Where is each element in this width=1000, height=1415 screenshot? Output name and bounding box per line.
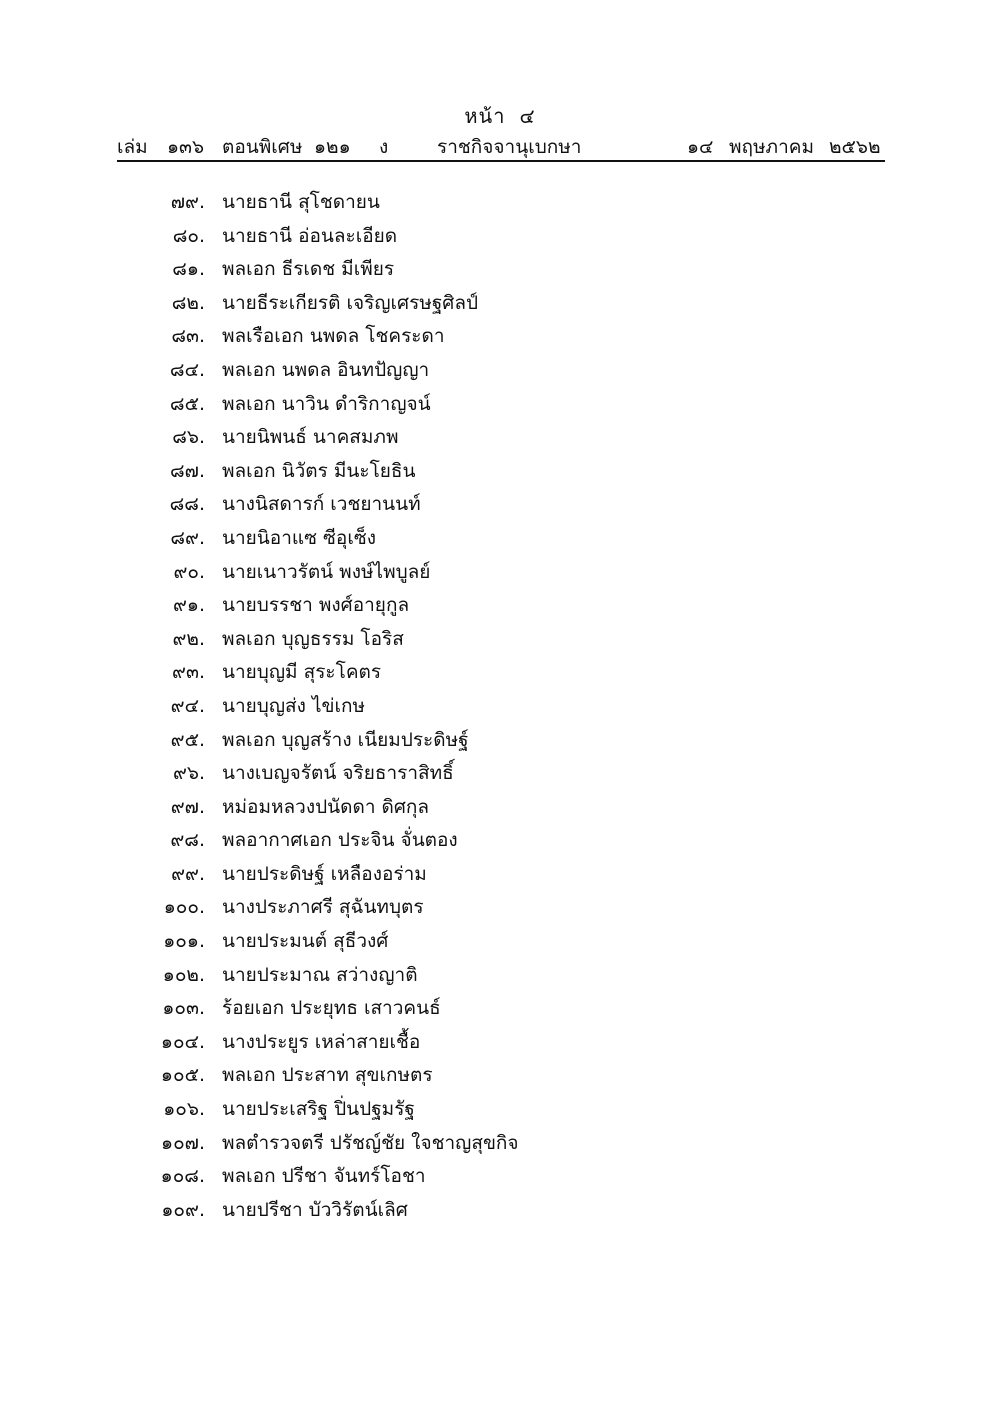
item-number: ๑๐๘. (160, 1165, 205, 1188)
item-number: ๙๓. (172, 661, 205, 684)
list-item (0, 220, 1000, 254)
list-item (0, 320, 1000, 354)
person-name: พลเอก นพดล อินทปัญญา (222, 358, 430, 381)
list-item (0, 858, 1000, 892)
item-number: ๘๒. (171, 291, 205, 314)
person-name: พลเอก ธีรเดช มีเพียร (222, 258, 395, 281)
item-number: ๑๐๗. (161, 1131, 205, 1154)
item-number: ๑๐๖. (163, 1098, 205, 1121)
item-number: ๙๔. (170, 694, 205, 717)
list-item (0, 287, 1000, 321)
list-item (0, 522, 1000, 556)
volume-number: ๑๓๖ (167, 136, 205, 158)
person-name: พลอากาศเอก ประจิน จั่นตอง (222, 829, 458, 852)
list-item (0, 186, 1000, 220)
person-name: นายบุญส่ง ไข่เกษ (222, 694, 366, 717)
person-name: นางประยูร เหล่าสายเชื้อ (222, 1030, 421, 1053)
item-number: ๘๖. (172, 426, 205, 449)
list-item (0, 724, 1000, 758)
item-number: ๙๙. (171, 862, 205, 885)
person-name: นายเนาวรัตน์ พงษ์ไพบูลย์ (222, 560, 431, 583)
person-name: นายปรีชา บัววิรัตน์เลิศ (222, 1198, 408, 1221)
item-number: ๙๖. (172, 762, 205, 785)
person-name: นายนิพนธ์ นาคสมภพ (222, 426, 399, 449)
person-name: นางนิสดารก์ เวชยานนท์ (222, 493, 421, 516)
volume-label: เล่ม (117, 136, 148, 158)
person-name: นายประมนต์ สุธีวงศ์ (222, 930, 389, 953)
list-item (0, 1194, 1000, 1228)
person-name: นายประดิษฐ์ เหลืองอร่าม (222, 862, 427, 885)
list-item (0, 1026, 1000, 1060)
gazette-header (117, 132, 885, 162)
section-letter: ง (379, 136, 389, 158)
date-month: พฤษภาคม (729, 136, 814, 158)
list-item (0, 992, 1000, 1026)
person-name: นายธานี สุโชดายน (222, 191, 380, 213)
item-number: ๙๗. (170, 795, 205, 818)
list-item (0, 891, 1000, 925)
list-item (0, 388, 1000, 422)
item-number: ๘๐. (172, 224, 205, 247)
item-number: ๘๗. (170, 459, 205, 482)
person-name: พลเรือเอก นพดล โชคระดา (222, 325, 445, 348)
page-number-value: ๔ (519, 104, 536, 128)
item-number: ๑๐๐. (163, 896, 205, 919)
list-item (0, 354, 1000, 388)
list-item (0, 253, 1000, 287)
item-number: ๑๐๙. (161, 1198, 205, 1221)
item-number: ๑๐๕. (160, 1064, 205, 1087)
list-item (0, 791, 1000, 825)
person-name: พลเอก นาวิน ดำริกาญจน์ (222, 392, 431, 415)
item-number: ๘๘. (169, 493, 205, 516)
person-name: นางประภาศรี สุฉันทบุตร (222, 896, 424, 919)
person-name: หม่อมหลวงปนัดดา ดิศกุล (222, 795, 430, 818)
item-number: ๙๘. (170, 829, 205, 852)
item-number: ๑๐๒. (162, 963, 205, 986)
item-number: ๘๓. (171, 325, 205, 348)
person-name: นางเบญจรัตน์ จริยธาราสิทธิ์ (222, 762, 454, 785)
list-item (0, 925, 1000, 959)
item-number: ๘๔. (169, 358, 205, 381)
list-item (0, 589, 1000, 623)
list-item (0, 623, 1000, 657)
issue-label: ตอนพิเศษ (222, 136, 303, 158)
page-number (0, 100, 1000, 132)
person-name: นายธานี อ่อนละเอียด (222, 224, 398, 247)
person-name: นายบุญมี สุระโคตร (222, 661, 382, 684)
list-item (0, 1160, 1000, 1194)
item-number: ๙๒. (172, 627, 205, 650)
item-number: ๑๐๔. (160, 1030, 205, 1053)
item-number: ๙๕. (170, 728, 205, 751)
item-number: ๑๐๓. (162, 997, 205, 1020)
list-item (0, 824, 1000, 858)
person-name: พลเอก นิวัตร มีนะโยธิน (222, 459, 416, 482)
issue-number: ๑๒๑ (314, 136, 351, 158)
list-item (0, 556, 1000, 590)
item-number: ๑๐๑. (163, 930, 205, 953)
person-name: นายนิอาแซ ซีอุเซ็ง (222, 526, 377, 549)
item-number: ๙๐. (173, 560, 205, 583)
date-day: ๑๔ (687, 136, 714, 158)
item-number: ๗๙. (170, 191, 205, 213)
name-list (0, 186, 1000, 1227)
person-name: พลตำรวจตรี ปรัชญ์ชัย ใจชาญสุขกิจ (222, 1131, 519, 1154)
date-year: ๒๕๖๒ (829, 136, 881, 158)
person-name: พลเอก ปรีชา จันทร์โอชา (222, 1165, 426, 1188)
item-number: ๙๑. (172, 594, 205, 617)
item-number: ๘๕. (169, 392, 205, 415)
list-item (0, 656, 1000, 690)
list-item (0, 690, 1000, 724)
list-item (0, 757, 1000, 791)
list-item (0, 455, 1000, 489)
person-name: นายธีระเกียรติ เจริญเศรษฐศิลป์ (222, 291, 479, 314)
list-item (0, 1127, 1000, 1161)
list-item (0, 959, 1000, 993)
person-name: พลเอก บุญสร้าง เนียมประดิษฐ์ (222, 728, 469, 751)
list-item (0, 488, 1000, 522)
list-item (0, 1093, 1000, 1127)
list-item (0, 421, 1000, 455)
list-item (0, 1059, 1000, 1093)
person-name: นายประมาณ สว่างญาติ (222, 963, 418, 986)
person-name: ร้อยเอก ประยุทธ เสาวคนธ์ (222, 997, 441, 1020)
person-name: พลเอก บุญธรรม โอริส (222, 627, 404, 650)
person-name: นายบรรชา พงศ์อายุกูล (222, 594, 410, 617)
page-number-label: หน้า (464, 104, 506, 128)
item-number: ๘๑. (172, 258, 205, 281)
gazette-title: ราชกิจจานุเบกษา (437, 136, 582, 158)
item-number: ๘๙. (170, 526, 205, 549)
person-name: พลเอก ประสาท สุขเกษตร (222, 1064, 433, 1087)
person-name: นายประเสริฐ ปิ่นปฐมรัฐ (222, 1098, 415, 1121)
